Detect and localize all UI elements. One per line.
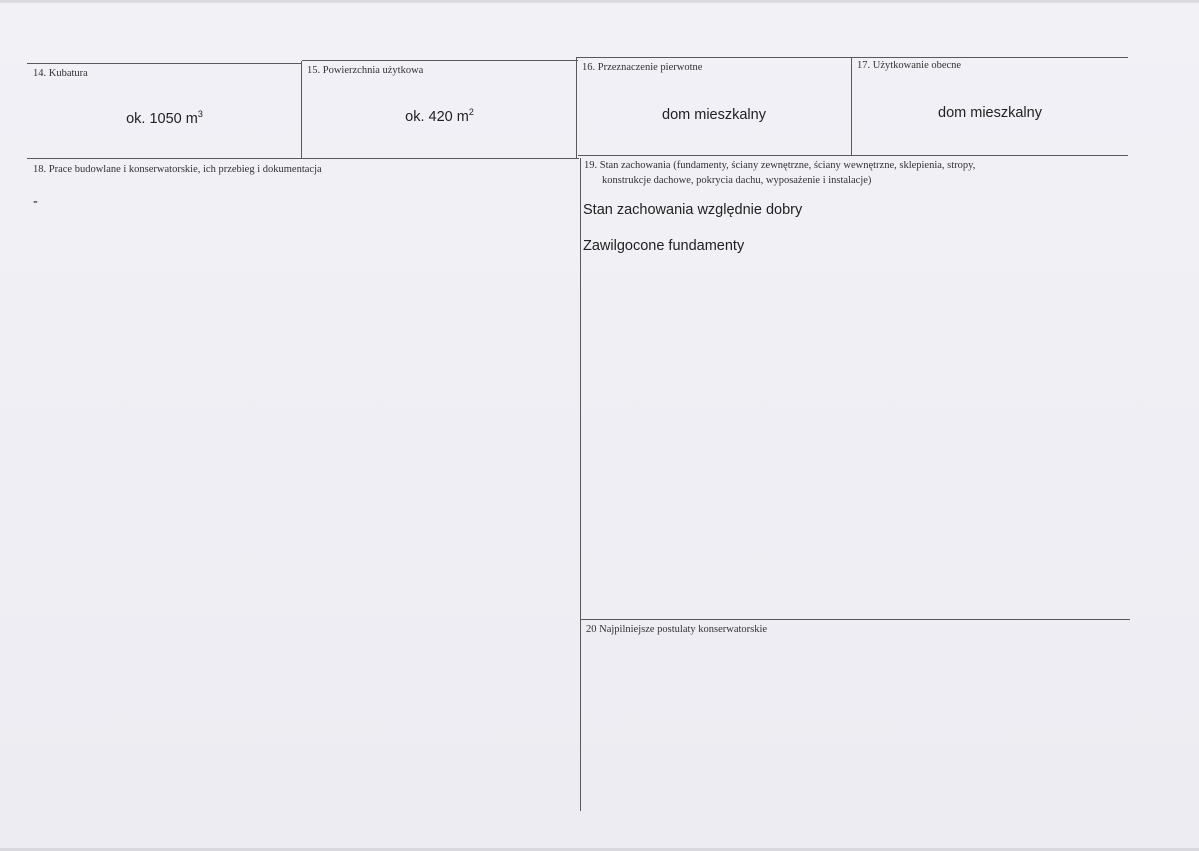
- field-17-label: 17. Użytkowanie obecne: [857, 60, 962, 71]
- rule-top-mid: [302, 60, 578, 61]
- field-15-value: [302, 109, 577, 125]
- field-19-label-line2: konstrukcje dachowe, pokrycia dachu, wyposażenie i instalacje): [602, 175, 872, 186]
- divider-18-19: [580, 158, 581, 811]
- field-16-label: 16. Przeznaczenie pierwotne: [582, 62, 703, 73]
- rule-top-right: [576, 57, 1128, 58]
- field-14-value: [27, 111, 302, 127]
- field-16-value: dom mieszkalny: [662, 107, 766, 123]
- field-20-label: 20 Najpilniejsze postulaty konserwatorskie: [586, 624, 768, 635]
- rule-row1-bottom-right: [578, 155, 1128, 156]
- rule-section-20-top: [580, 619, 1130, 620]
- field-14-value-text: ok. 1050 m: [126, 111, 198, 127]
- field-14-label: 14. Kubatura: [33, 68, 88, 79]
- field-19-value-line2: Zawilgocone fundamenty: [583, 238, 745, 254]
- rule-row1-bottom-left: [27, 158, 579, 159]
- field-19-value-line1: Stan zachowania względnie dobry: [583, 202, 803, 218]
- field-15-label: 15. Powierzchnia użytkowa: [307, 65, 424, 76]
- rule-top-left: [27, 63, 302, 64]
- field-19-label-line1: 19. Stan zachowania (fundamenty, ściany zewnętrzne, ściany wewnętrzne, sklepienia, stropy,: [584, 160, 976, 171]
- field-15-value-exponent: 2: [468, 107, 474, 117]
- field-18-label: 18. Prace budowlane i konserwatorskie, ich przebieg i dokumentacja: [33, 164, 322, 175]
- field-15-value-text: ok. 420 m: [405, 109, 469, 125]
- field-18-value: -: [33, 194, 38, 210]
- field-14-value-exponent: 3: [197, 109, 203, 119]
- scan-edge-top: [0, 0, 1199, 3]
- field-17-value: dom mieszkalny: [938, 105, 1042, 121]
